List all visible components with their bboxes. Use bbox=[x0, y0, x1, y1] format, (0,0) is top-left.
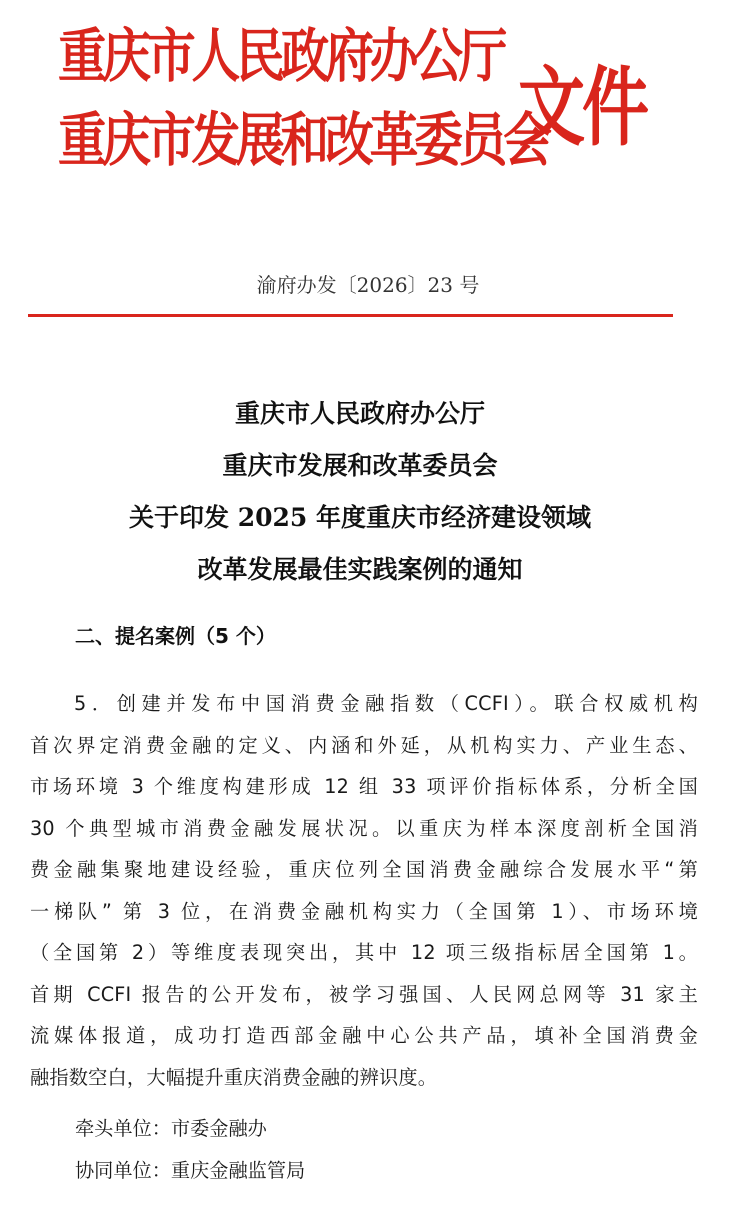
body-line: （全国第 2）等维度表现突出，其中 12 项三级指标居全国第 1。 bbox=[30, 941, 698, 964]
body-line: 5．创建并发布中国消费金融指数（CCFI）。联合权威机构 bbox=[74, 692, 698, 715]
case-body-text bbox=[30, 683, 698, 1098]
masthead-issuer-2: 重庆市发展和改革委员会 bbox=[58, 106, 548, 174]
document-number: 渝府办发〔2026〕23 号 bbox=[256, 273, 480, 297]
masthead-issuer-1: 重庆市人民政府办公厅 bbox=[58, 22, 504, 90]
body-line: 费金融集聚地建设经验，重庆位列全国消费金融综合发展水平“第 bbox=[30, 858, 698, 881]
body-line: 流媒体报道，成功打造西部金融中心公共产品，填补全国消费金 bbox=[30, 1024, 698, 1047]
title-line-1: 重庆市人民政府办公厅 bbox=[234, 399, 485, 428]
co-unit: 协同单位：重庆金融监管局 bbox=[75, 1159, 306, 1182]
title-line-2: 重庆市发展和改革委员会 bbox=[222, 451, 498, 480]
body-line: 首次界定消费金融的定义、内涵和外延，从机构实力、产业生态、 bbox=[30, 733, 698, 757]
document-masthead bbox=[58, 20, 678, 200]
red-divider-line bbox=[28, 314, 673, 317]
notice-title bbox=[0, 388, 720, 596]
masthead-doc-type: 文件 bbox=[518, 57, 646, 158]
title-line-3: 关于印发 2025 年度重庆市经济建设领域 bbox=[129, 503, 591, 532]
title-line-4: 改革发展最佳实践案例的通知 bbox=[197, 555, 523, 584]
body-line: 市场环境 3 个维度构建形成 12 组 33 项评价指标体系，分析全国 bbox=[30, 775, 698, 798]
body-line: 30 个典型城市消费金融发展状况。以重庆为样本深度剖析全国消 bbox=[30, 816, 698, 840]
body-line: 融指数空白，大幅提升重庆消费金融的辨识度。 bbox=[30, 1065, 438, 1089]
section-heading: 二、提名案例（5 个） bbox=[75, 624, 276, 648]
body-line: 一梯队” 第 3 位，在消费金融机构实力（全国第 1）、市场环境 bbox=[30, 899, 698, 923]
lead-unit: 牵头单位：市委金融办 bbox=[75, 1117, 267, 1140]
body-line: 首期 CCFI 报告的公开发布，被学习强国、人民网总网等 31 家主 bbox=[30, 982, 698, 1006]
